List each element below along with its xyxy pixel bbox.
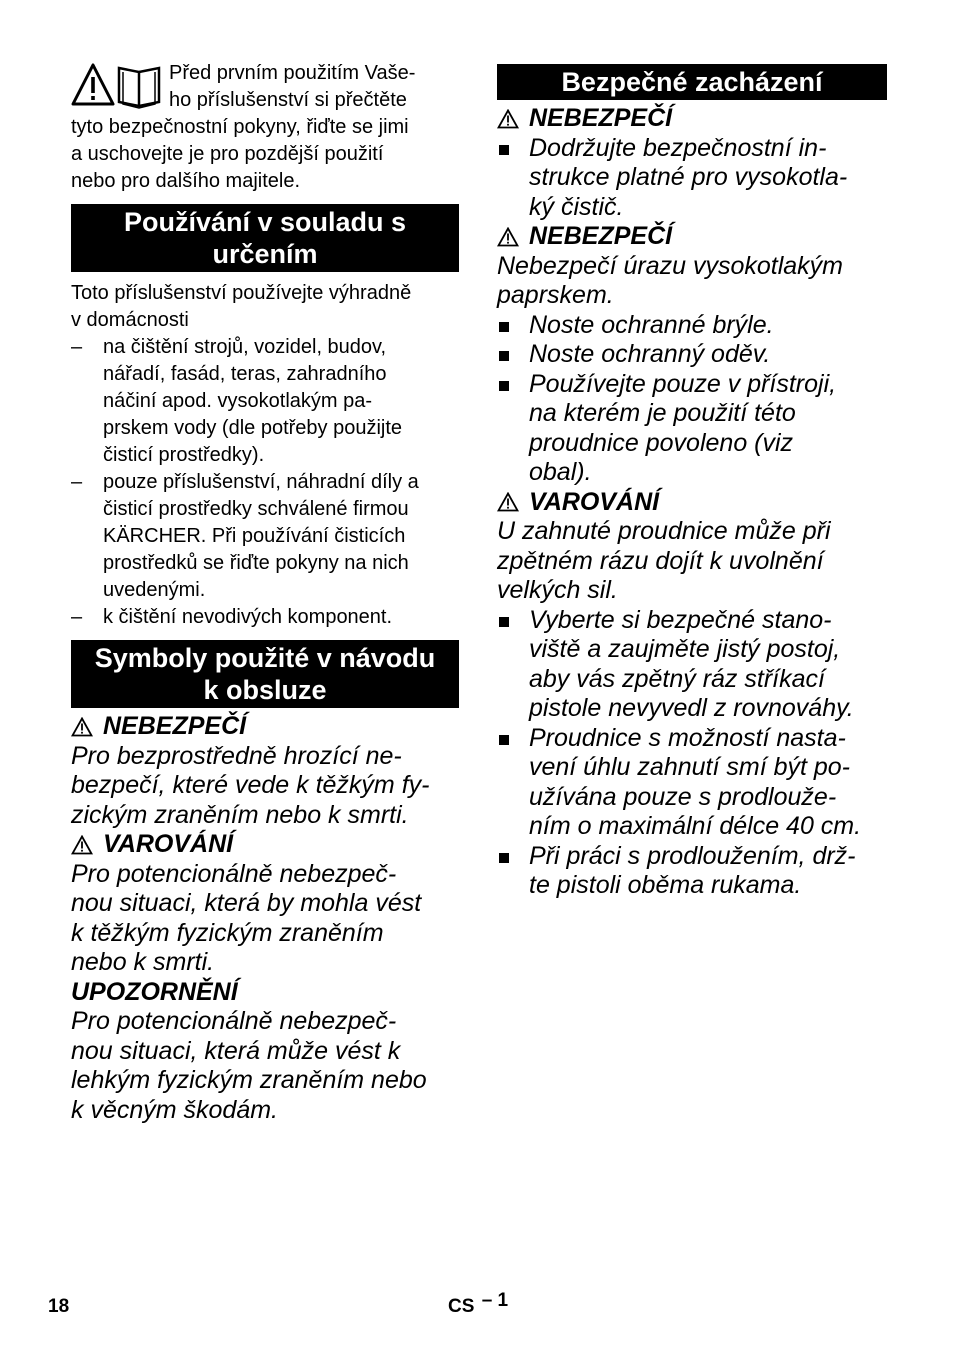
signal-word: UPOZORNĚNÍ <box>71 977 238 1006</box>
language-code: CS <box>448 1296 475 1317</box>
text-line: obal). <box>529 458 592 486</box>
intended-use-body <box>71 280 459 631</box>
heading-line: určením <box>212 239 318 269</box>
text-line: velkých sil. <box>497 576 618 604</box>
warning-description <box>497 517 887 606</box>
warning-list <box>497 606 887 901</box>
text-line: proudnice povoleno (viz <box>529 428 794 457</box>
signal-word: VAROVÁNÍ <box>529 487 660 516</box>
bullet-square-icon <box>499 145 509 155</box>
text-line: Vyberte si bezpečné stano- <box>529 605 832 634</box>
intended-use-intro <box>71 280 459 334</box>
text-line: Pro potencionálně nebezpeč- <box>71 1007 397 1035</box>
text-line: lehkým fyzickým zraněním nebo <box>71 1066 427 1094</box>
bullet-square-icon <box>499 853 509 863</box>
warning-manual-icon <box>71 62 163 110</box>
text-line: k věcným škodám. <box>71 1095 279 1124</box>
text-line: uvedenými. <box>103 579 206 601</box>
text-line: nebo pro dalšího majitele. <box>71 170 301 192</box>
danger-signal <box>71 712 459 742</box>
text-line: Před prvním použitím Vaše- <box>169 62 416 84</box>
text-line: pistole nevyvedl z rovnováhy. <box>529 694 854 722</box>
dash-bullet: – <box>71 471 83 493</box>
text-line: Při práci s prodloužením, drž- <box>529 841 856 870</box>
text-line: viště a zaujměte jistý postoj, <box>529 635 841 663</box>
signal-word: NEBEZPEČÍ <box>529 222 673 250</box>
danger2-description <box>497 252 887 311</box>
list-item <box>497 134 887 223</box>
text-line: a uschovejte je pro pozdější použití <box>71 143 384 165</box>
signal-word: NEBEZPEČÍ <box>103 712 247 740</box>
danger-description <box>71 742 459 831</box>
text-line: Noste ochranné brýle. <box>529 310 774 339</box>
text-line: k čištění nevodivých komponent. <box>103 606 393 628</box>
text-line: užívána pouze s prodlouže- <box>529 782 837 811</box>
bullet-square-icon <box>499 617 509 627</box>
danger-signal <box>497 222 887 252</box>
list-item <box>497 340 887 370</box>
text-line: te pistoli oběma rukama. <box>529 871 802 899</box>
dash-bullet: – <box>71 606 83 628</box>
text-line: vení úhlu zahnutí smí být po- <box>529 753 851 781</box>
text-line: nou situaci, která by mohla vést <box>71 889 422 917</box>
danger2-list <box>497 311 887 488</box>
text-line: pouze příslušenství, náhradní díly a <box>103 471 419 493</box>
text-line: Dodržujte bezpečnostní in- <box>529 133 827 162</box>
text-line: náčiní apod. vysokotlakým pa- <box>103 390 373 412</box>
text-line: na kterém je použití této <box>529 399 796 427</box>
text-line: Proudnice s možností nasta- <box>529 723 846 752</box>
warning-triangle-icon <box>71 835 93 855</box>
warning-triangle-icon <box>497 109 519 129</box>
warning-signal <box>71 830 459 860</box>
list-item <box>497 842 887 901</box>
text-line: zickým zraněním nebo k smrti. <box>71 800 409 829</box>
text-line: zpětném rázu dojít k uvolnění <box>497 546 824 575</box>
text-line: aby vás zpětný ráz stříkací <box>529 664 825 693</box>
text-line: čisticí prostředky). <box>103 444 265 466</box>
heading-line: k obsluze <box>203 675 327 705</box>
text-line: ho příslušenství si přečtěte <box>169 89 407 111</box>
danger-signal <box>497 104 887 134</box>
heading-safe-handling <box>497 64 887 100</box>
text-line: k těžkým fyzickým zraněním <box>71 918 384 947</box>
text-line: Noste ochranný oděv. <box>529 340 771 368</box>
warning-triangle-icon <box>497 227 519 247</box>
text-line: ním o maximální délce 40 cm. <box>529 812 862 840</box>
text-line: Pro bezprostředně hrozící ne- <box>71 741 402 770</box>
text-line: nářadí, fasád, teras, zahradního <box>103 363 387 385</box>
heading-line: Bezpečné zacházení <box>561 67 823 97</box>
warning-triangle-icon <box>497 492 519 512</box>
page-number: 18 <box>48 1296 70 1317</box>
text-line: bezpečí, které vede k těžkým fy- <box>71 771 430 799</box>
warning-signal <box>497 488 887 518</box>
page-sub-number: – 1 <box>481 1290 509 1311</box>
intended-use-list <box>71 334 459 631</box>
text-line: prostředků se řiďte pokyny na nich <box>103 552 409 574</box>
heading-line: Používání v souladu s <box>123 207 407 237</box>
text-line: Nebezpečí úrazu vysokotlakým <box>497 251 843 280</box>
caution-description <box>71 1007 459 1125</box>
text-line: Používejte pouze v přístroji, <box>529 369 837 398</box>
footer-language <box>448 1290 509 1318</box>
dash-bullet: – <box>71 336 83 358</box>
list-item <box>497 370 887 488</box>
list-item <box>497 724 887 842</box>
heading-intended-use <box>71 204 459 272</box>
text-line: Toto příslušenství používejte výhradně <box>71 282 412 304</box>
bullet-square-icon <box>499 351 509 361</box>
safety-body <box>497 104 887 901</box>
warning-description <box>71 860 459 978</box>
text-line: paprskem. <box>497 281 614 309</box>
text-line: nou situaci, která může vést k <box>71 1036 401 1065</box>
left-column <box>71 60 459 1125</box>
right-column <box>497 64 887 901</box>
list-item <box>497 311 887 341</box>
text-line: tyto bezpečnostní pokyny, řiďte se jimi <box>71 116 409 138</box>
bullet-square-icon <box>499 322 509 332</box>
bullet-square-icon <box>499 381 509 391</box>
list-item <box>71 604 459 631</box>
list-item <box>71 469 459 604</box>
text-line: v domácnosti <box>71 309 189 331</box>
text-line: KÄRCHER. Při používání čisticích <box>103 525 406 547</box>
list-item <box>497 606 887 724</box>
signal-word: NEBEZPEČÍ <box>529 104 673 132</box>
text-line: U zahnuté proudnice může při <box>497 517 831 545</box>
intro-block <box>71 60 459 195</box>
danger1-list <box>497 134 887 223</box>
bullet-square-icon <box>499 735 509 745</box>
text-line: na čištění strojů, vozidel, budov, <box>103 336 387 358</box>
text-line: ký čistič. <box>529 192 624 221</box>
list-item <box>71 334 459 469</box>
text-line: nebo k smrti. <box>71 948 215 976</box>
text-line: Pro potencionálně nebezpeč- <box>71 859 397 888</box>
caution-signal <box>71 978 459 1008</box>
text-line: strukce platné pro vysokotla- <box>529 163 848 191</box>
symbols-body <box>71 712 459 1125</box>
text-line: prskem vody (dle potřeby použijte <box>103 417 403 439</box>
signal-word: VAROVÁNÍ <box>103 830 234 858</box>
warning-triangle-icon <box>71 717 93 737</box>
heading-line: Symboly použité v návodu <box>94 643 436 673</box>
heading-symbols <box>71 640 459 708</box>
text-line: čisticí prostředky schválené firmou <box>103 498 409 520</box>
